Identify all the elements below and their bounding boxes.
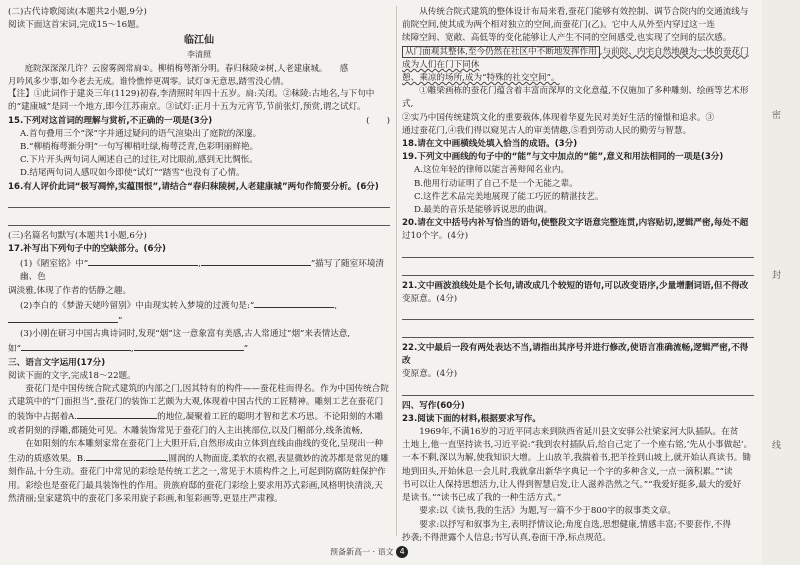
writing-requirement: 要求:以抒写和叙事为主,表明抒情议论;角度自选,思想健康,情感丰富;不要套作,不得 bbox=[419, 519, 731, 530]
question-18: 18.请在文中画横线处填入恰当的成语。(3分) bbox=[402, 139, 578, 150]
boxed-sentence: 从门面观其整体,至今仍然在社区中不断地发挥作用 bbox=[402, 46, 600, 58]
gutter-mark: 封 bbox=[772, 271, 782, 281]
passage-paragraph: 续障空间、宽敞、高低等的变化能够让人产生不同的空间感受,也实现了空间的层次感。 bbox=[402, 33, 732, 44]
material-paragraph: 书可以让人保持思想活力,让人得到智慧启发,让人滋养浩然之气。”“我爱好挺多,最大的爱好 bbox=[402, 479, 742, 490]
option-a: A.这位年轻的律师以能言善辩闻名业内。 bbox=[414, 165, 570, 176]
option-d: D.结尾两句词人感叹如今即使“试灯”“踏雪”也没有了心情。 bbox=[20, 168, 245, 179]
fill-blank[interactable] bbox=[201, 256, 311, 266]
gutter-mark: 密 bbox=[772, 111, 782, 121]
q17-item-2-cont: ” bbox=[8, 313, 390, 328]
answer-line[interactable] bbox=[402, 244, 754, 258]
passage-paragraph: 在如阳刻的东本雕刻家常在蚕花门上大胆开后,自然形成由立体到直线由曲线的变化,呈现出一种生动的质感效果。B. ,圆润的人物面庞,柔软的衣褶,表显微妙的流苏都是常见的雕刻作品,十分生动。蚕花门中常见的彩绘是传统工艺之一,常见于木质构件之上,可起到防腐防蛀保护作用。彩绘也是蚕花门最具装饰性的作用。贵族府邸的蚕花门彩绘上要求用苏式彩画,风格明快清淡,天然清丽;皇家建筑中的蚕花门多采用旋子彩画,和玺彩画等,更显庄严肃穆。 bbox=[8, 438, 389, 504]
answer-line[interactable] bbox=[402, 306, 754, 320]
section-heading-recitation: (三)名篇名句默写(本题共1小题,6分) bbox=[8, 230, 147, 241]
writing-requirement: 抄袭;不得泄露个人信息;书写认真,卷面干净,标点规范。 bbox=[402, 532, 611, 543]
fill-blank[interactable] bbox=[134, 341, 244, 351]
column-divider bbox=[396, 6, 397, 536]
question-19: 19.下列文中画线的句子中的“能”与文中加点的“能”,意义和用法相同的一项是(3分) bbox=[402, 152, 724, 163]
answer-line[interactable] bbox=[402, 262, 754, 276]
instruction: 阅读下面的文字,完成18～22题。 bbox=[8, 370, 136, 381]
material-paragraph: 土地上,他一直坚持读书,习近平说:“我到农村插队后,给自己定了一个座右铭,‘先从小事做起’。 bbox=[402, 440, 753, 451]
q17-item-1: (1)《陋室铭》中“ , ”描写了随室环境清幽、色 bbox=[8, 256, 390, 284]
gutter-mark: 线 bbox=[772, 441, 782, 451]
material-paragraph: 是读书。”“读书已成了我的一种生活方式。” bbox=[402, 493, 562, 504]
passage-paragraph: ①雕梁画栋的蚕花门蕴含着丰富而深厚的文化意蕴,不仅施加了多种雕刻、绘画等艺术形式, bbox=[402, 86, 749, 110]
question-16: 16.有人评价此词“极写凋悴,实蕴围恨”,请结合“春归秣陵树,人老建康城”两句作简要分析。(6分) bbox=[8, 181, 379, 192]
question-22-cont: 变原意。(4分) bbox=[402, 369, 458, 380]
wavy-sentence: 与前院、内宅自然地融为一体的蚕花门成为人们在门下同休 bbox=[402, 46, 749, 70]
q17-item-3: (3)小刚在研习中国古典诗词时,发现“烟”这一意象富有美感,古人常通过“烟”来表情达意, bbox=[20, 329, 351, 340]
question-22: 22.文中最后一段有两处表达不当,请指出其序号并进行修改,使语言准确流畅,逻辑严密,不得改 bbox=[402, 343, 749, 367]
part-heading-writing: 四、写作(60分) bbox=[402, 400, 465, 411]
passage-paragraph: 从传统合院式建筑的整体设计布局来看,蚕花门能够有效控制、调节合院内的交通流线与 bbox=[419, 7, 749, 17]
page-number: 4 bbox=[396, 546, 408, 558]
q17-item-3-cont: 如“ , ” bbox=[8, 341, 390, 356]
question-20-cont: 过10个字。(4分) bbox=[402, 231, 469, 242]
option-a: A.首句叠用三个“深”字并通过疑问的语气渲染出了庭院的深邃。 bbox=[20, 128, 262, 139]
question-21-cont: 变原意。(4分) bbox=[402, 293, 458, 304]
answer-line[interactable] bbox=[402, 324, 754, 338]
question-17: 17.补写出下列句子中的空缺部分。(6分) bbox=[8, 244, 166, 255]
question-20: 20.请在文中括号内补写恰当的语句,使整段文字语意完整连贯,内容贴切,逻辑严密,每处不超 bbox=[402, 218, 749, 229]
answer-line[interactable] bbox=[8, 194, 390, 208]
option-b: B.“柳梢梅萼渐分明”一句写柳梢吐绿,梅萼泛青,色彩明丽鲜艳。 bbox=[20, 142, 259, 153]
fill-blank[interactable] bbox=[88, 256, 198, 266]
section-heading-poetry: (二)古代诗歌阅读(本题共2小题,9分) bbox=[8, 7, 147, 17]
passage-paragraph: 憩、乘凉的场所,成为“特殊的社交空间”。 bbox=[402, 73, 560, 84]
poem-author: 李清照 bbox=[187, 49, 211, 59]
question-15: 15.下列对这首词的理解与赏析,不正确的一项是(3分) ( ) bbox=[8, 115, 390, 126]
material-paragraph: 1969年,不满16岁的习近平同志来到陕西省延川县文安驿公社梁家河大队插队。在贫 bbox=[419, 427, 739, 438]
footer-text: 预备新高一 · 语文 bbox=[330, 547, 394, 557]
answer-line[interactable] bbox=[402, 382, 754, 396]
q17-item-2: (2)李白的《梦游天姥吟留别》中由现实转入梦境的过渡句是:“ , bbox=[8, 298, 390, 313]
question-23: 23.阅读下面的材料,根据要求写作。 bbox=[402, 413, 541, 424]
right-column bbox=[402, 6, 754, 545]
page-footer bbox=[330, 546, 408, 558]
option-c: C.下片开头两句词人阐述自己的过往,对比眼前,感到无比惆怅。 bbox=[20, 155, 258, 166]
fill-blank[interactable] bbox=[254, 298, 334, 308]
part-heading-language: 三、语言文字运用(17分) bbox=[8, 357, 106, 368]
passage-paragraph: ②实乃中国传统建筑文化的重要载体,体现着华夏先民对美好生活的憧憬和追求。③ bbox=[402, 112, 715, 123]
left-column bbox=[8, 6, 390, 506]
fill-blank[interactable] bbox=[21, 341, 131, 351]
poem-title: 临江仙 bbox=[184, 35, 214, 47]
binding-gutter bbox=[762, 0, 800, 565]
question-21: 21.文中画波浪线处是个长句,请改成几个较短的语句,可以改变语序,少量增删词语,但不得改 bbox=[402, 280, 749, 291]
passage-paragraph: 从门面观其整体,至今仍然在社区中不断地发挥作用 ,与前院、内宅自然地融为一体的蚕花门成为人们在门下同休 bbox=[402, 46, 749, 70]
material-paragraph: 地到田头,开始休息一会儿时,我就拿出新华字典记一个字的多种含义,一点一滴积累。”“读 bbox=[402, 466, 733, 477]
passage-paragraph: 通过蚕花门,④我们得以窥见古人的审美情趣,⑤看到劳动人民的勤劳与智慧。 bbox=[402, 125, 692, 136]
fill-blank-b[interactable] bbox=[86, 451, 166, 461]
poem-line: 月吟风多少事,如今老去无成。谁怜憔悴更凋零。试灯③无意思,踏雪没心情。 bbox=[8, 76, 289, 87]
instruction: 阅读下面这首宋词,完成15～16题。 bbox=[8, 20, 145, 31]
option-c: C.这件艺术品完美地展现了能工巧匠的精湛技艺。 bbox=[414, 191, 604, 202]
option-d: D.最美的音乐是能够诉说思的曲调。 bbox=[414, 205, 553, 216]
fill-blank-a[interactable] bbox=[77, 409, 157, 419]
fill-blank[interactable] bbox=[8, 313, 118, 323]
writing-requirement: 要求:以《读书,我的生活》为题,写一篇不少于800字的叙事类文章。 bbox=[419, 506, 676, 517]
poem-line: 庭院深深深几许？云窗雾阁常扃①。柳梢梅萼渐分明。春归秣陵②树,人老建康城。 感 bbox=[24, 62, 349, 73]
option-b: B.他用行动证明了自己不是一个无能之辈。 bbox=[414, 178, 578, 189]
material-paragraph: 一本不剩,深以为解,使我知识大增。上山放羊,我揣着书,把羊拴到山坡上,就开始认真读书。锄 bbox=[402, 453, 751, 464]
passage-paragraph: 蚕花门是中国传统合院式建筑的内部之门,因其特有的构件——蚕花柱而得名。作为中国传统合院式建筑中的“门面担当”,蚕花门的装饰工艺颇为大观,体现着中国古代的工匠精神。雕刻工艺在蚕花门的装饰中占据着A. 的地位,凝聚着工匠的聪明才智和艺术巧思。不论阳刻的木雕或者阴刻的浮雕,都随处可见。木雕装饰常见于蚕花门的入主出挑部位,以及门楣部分,线条流畅, bbox=[8, 384, 389, 436]
answer-line[interactable] bbox=[8, 212, 390, 226]
passage-paragraph: 前院空间,使其成为两个相对独立的空间,而蚕花门(乙)。它中人从外至内穿过这一连 bbox=[402, 20, 715, 31]
poem-note: 【注】①此词作于建炎三年(1129)初春,李清照时年四十五岁。扃:关闭。②秣陵:古地名,与下句中的“建康城”是同一个地方,即今江苏南京。③试灯:正月十五为元宵节,节前张灯,预赏,谓之试灯。 bbox=[8, 89, 375, 113]
q17-item-1-cont: 调淡雅,体现了作者的恬静之趣。 bbox=[8, 285, 132, 296]
